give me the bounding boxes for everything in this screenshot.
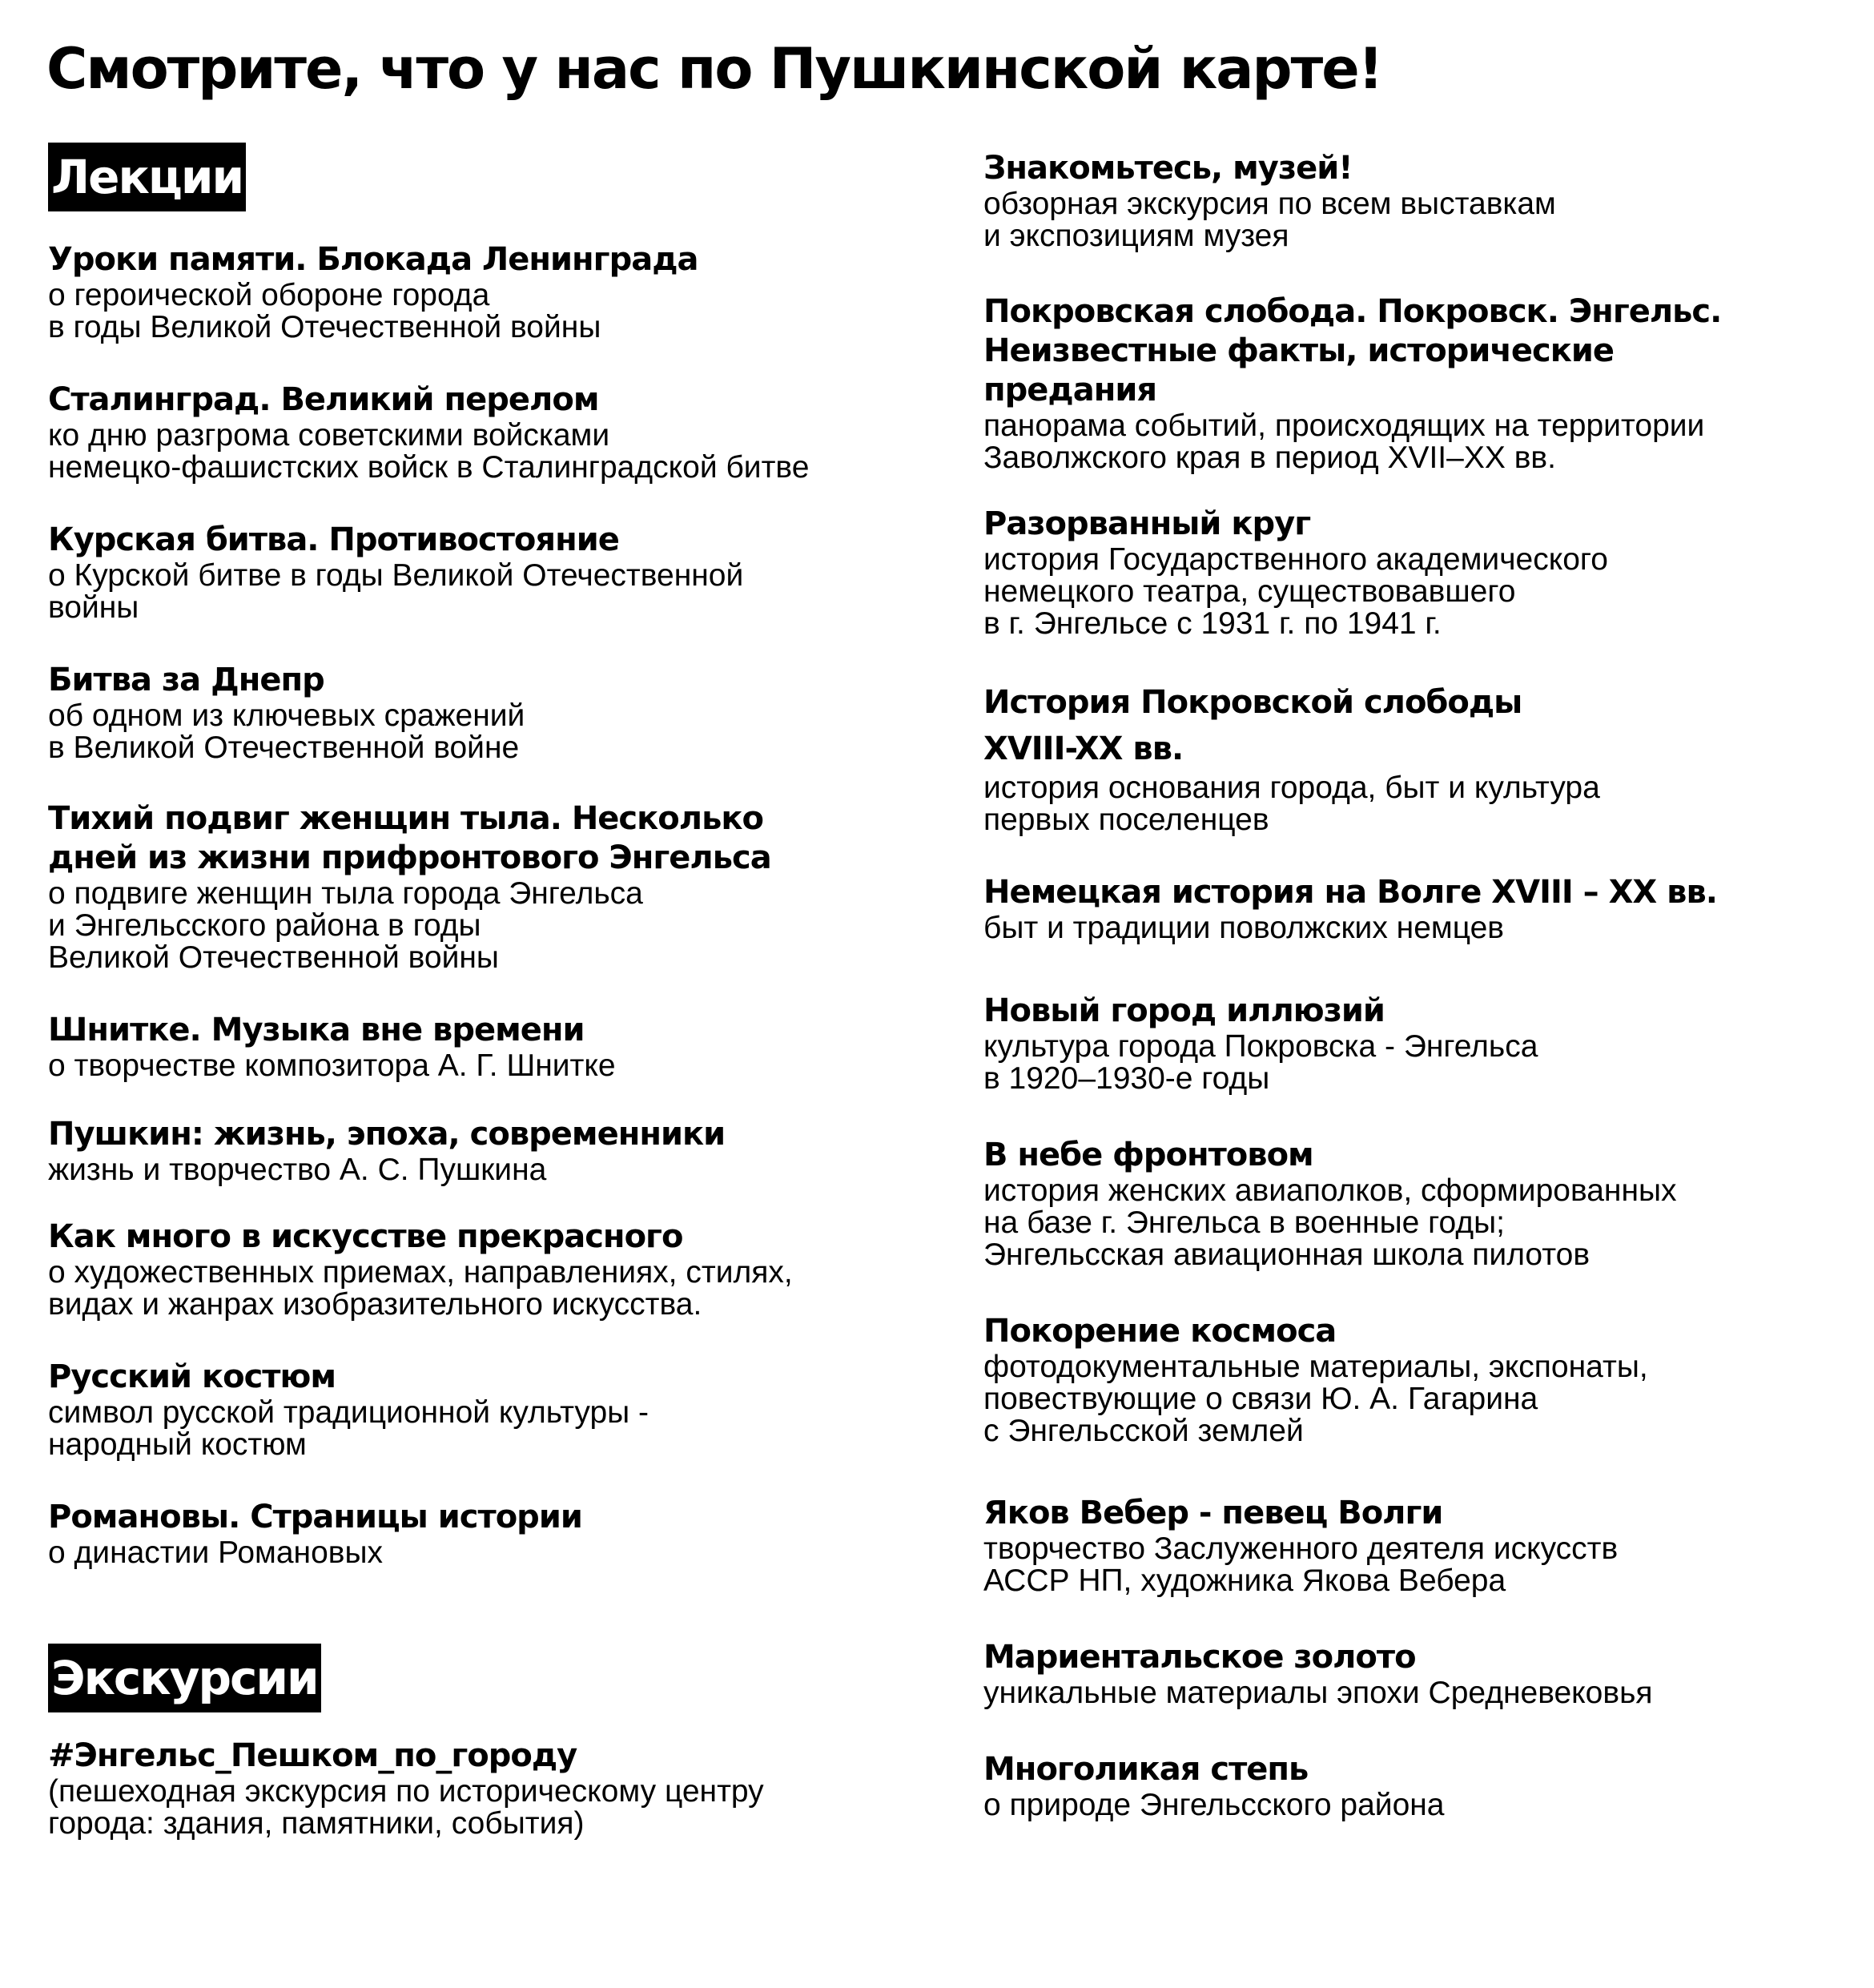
lecture-desc: ко дню разгрома советскими войсками немецко-фашистских войск в Сталинградской битве [48,418,810,485]
lecture-title: Битва за Днепр [48,662,324,698]
list-item [48,521,743,624]
excursion-desc: история основания города, быт и культура первых поселенцев [983,771,1600,837]
lecture-title: Как много в искусстве прекрасного [48,1218,683,1255]
excursion-title: Новый город иллюзий [983,992,1385,1029]
excursion-title: Немецкая история на Волге XVIII – XX вв. [983,874,1717,911]
excursion-desc: уникальные материалы эпохи Средневековья [983,1676,1653,1710]
excursion-title: Разорванный круг [983,505,1311,542]
list-item [983,292,1721,474]
lecture-desc: об одном из ключевых сражений в Великой Отечественной войне [48,698,525,765]
lecture-title: Сталинград. Великий перелом [48,381,599,418]
list-item [48,799,771,974]
lecture-title: Курская битва. Противостояние [48,521,619,558]
lecture-title: Тихий подвиг женщин тыла. Несколько дней из жизни прифронтового Энгельса [48,800,771,876]
section-heading-excursions: Экскурсии [48,1644,321,1712]
excursion-title: В небе фронтовом [983,1137,1313,1173]
lecture-desc: о художественных приемах, направлениях, стилях, видах и жанрах изобразительного искусства. [48,1255,793,1322]
lecture-title: Русский костюм [48,1358,336,1395]
excursion-title: #Энгельс_Пешком_по_городу [48,1737,577,1774]
list-item [983,873,1717,944]
lecture-title: Романовы. Страницы истории [48,1499,582,1535]
excursion-title: Покровская слобода. Покровск. Энгельс. Неизвестные факты, исторические предания [983,293,1722,408]
list-item [983,1312,1648,1447]
list-item [983,679,1600,836]
list-item [983,1638,1653,1709]
excursion-desc: обзорная экскурсия по всем выставкам и экспозициям музея [983,187,1556,253]
excursion-title: Знакомьтесь, музей! [983,150,1353,187]
excursion-desc: (пешеходная экскурсия по историческому центру города: здания, памятники, события) [48,1774,764,1841]
page-title: Смотрите, что у нас по Пушкинской карте! [46,36,1382,102]
list-item [48,661,525,764]
list-item [48,380,809,484]
list-item [48,1736,764,1840]
excursion-desc: о природе Энгельсского района [983,1788,1445,1822]
excursion-desc: фотодокументальные материалы, экспонаты, повествующие о связи Ю. А. Гагарина с Энгельсской землей [983,1350,1648,1448]
lecture-desc: о Курской битве в годы Великой Отечественной войны [48,558,744,625]
list-item [48,1217,793,1321]
list-item [48,1498,582,1569]
excursion-desc: творчество Заслуженного деятеля искусств АССР НП, художника Якова Вебера [983,1531,1619,1598]
lecture-title: Пушкин: жизнь, эпоха, современники [48,1116,726,1153]
excursion-title: Яков Вебер - певец Волги [983,1495,1443,1531]
lecture-title: Шнитке. Музыка вне времени [48,1012,585,1048]
excursion-title: Многоликая степь [983,1751,1309,1788]
excursion-desc: история Государственного академического немецкого театра, существовавшего в г. Энгельсе с 1931 г. по 1941 г. [983,542,1608,641]
list-item [48,1358,649,1461]
list-item [983,149,1556,252]
section-heading-lectures: Лекции [48,143,246,211]
list-item [983,1494,1618,1597]
lecture-desc: о династии Романовых [48,1535,384,1570]
lecture-title: Уроки памяти. Блокада Ленинграда [48,241,698,278]
excursion-title: Мариентальское золото [983,1639,1416,1676]
list-item [48,1115,725,1186]
list-item [48,1011,616,1082]
lecture-desc: жизнь и творчество А. С. Пушкина [48,1153,547,1187]
excursion-desc: культура города Покровска - Энгельса в 1920–1930-е годы [983,1029,1538,1096]
lecture-desc: о героической обороне города в годы Великой Отечественной войны [48,278,601,344]
excursion-title: История Покровской слободы XVIII-XX вв. [983,684,1522,767]
excursion-title: Покорение космоса [983,1313,1337,1350]
lecture-desc: символ русской традиционной культуры - народный костюм [48,1395,649,1462]
lecture-desc: о подвиге женщин тыла города Энгельса и Энгельсского района в годы Великой Отечественной войны [48,876,643,975]
excursion-desc: быт и традиции поволжских немцев [983,911,1505,945]
excursion-desc: история женских авиаполков, сформированных на базе г. Энгельса в военные годы; Энгельсская авиационная школа пилотов [983,1173,1677,1272]
list-item [983,1136,1677,1271]
lecture-desc: о творчестве композитора А. Г. Шнитке [48,1048,616,1083]
excursion-desc: панорама событий, происходящих на территории Заволжского края в период XVII–XX вв. [983,408,1705,475]
list-item [983,992,1538,1095]
list-item [48,240,698,344]
list-item [983,505,1608,640]
list-item [983,1750,1445,1821]
